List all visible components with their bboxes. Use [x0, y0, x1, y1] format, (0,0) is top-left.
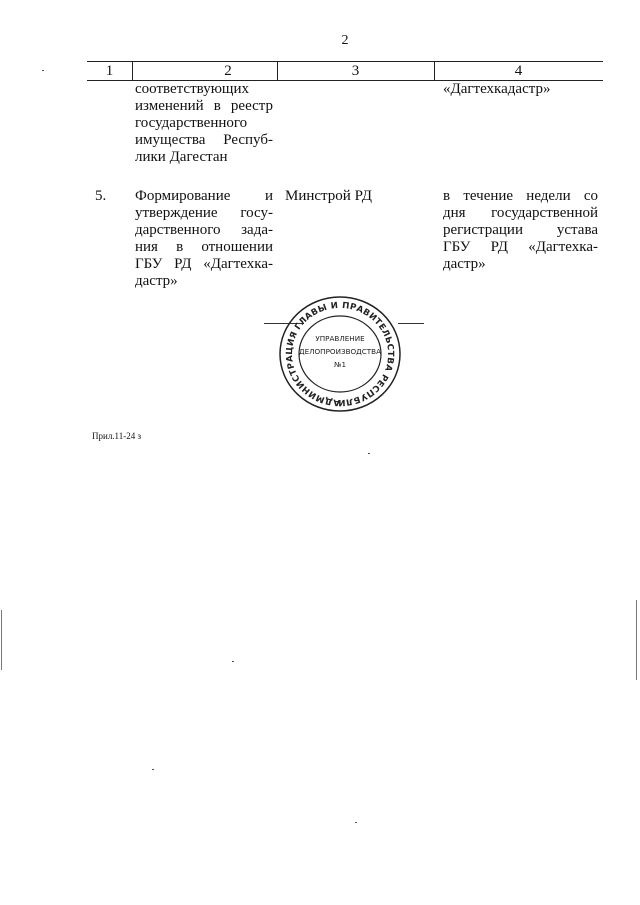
row-5-col3: Минстрой РД	[285, 188, 373, 204]
official-stamp	[276, 294, 404, 412]
text-line: в течение недели со	[443, 188, 598, 204]
footer-note: Прил.11-24 з	[92, 431, 142, 441]
row-5-col4	[443, 188, 598, 273]
stamp-ring-text: АДМИНИСТРАЦИЯ ГЛАВЫ И ПРАВИТЕЛЬСТВА РЕСПУБЛИ	[284, 300, 396, 408]
header-cell-1: 1	[105, 63, 114, 79]
text-line: ГБУ РД «Дагтехка-	[443, 239, 598, 255]
scan-speck	[355, 822, 357, 823]
scan-edge	[1, 610, 2, 670]
text-line: дня государственной	[443, 205, 598, 221]
text-line: дастр»	[135, 273, 178, 289]
scan-speck	[368, 453, 370, 454]
scan-edge	[636, 600, 637, 680]
text-line: изменений в реестр	[135, 98, 273, 114]
header-cell-2: 2	[224, 63, 232, 79]
table-header-row	[87, 61, 603, 81]
text-line: ГБУ РД «Дагтехка-	[135, 256, 273, 272]
text-line: имущества Респуб-	[135, 132, 273, 148]
text-line: ния в отношении	[135, 239, 273, 255]
header-cell-4: 4	[514, 63, 523, 79]
scan-speck	[152, 769, 154, 770]
text-line: регистрации устава	[443, 222, 598, 238]
continuation-col2	[135, 81, 273, 166]
header-cell-3: 3	[351, 63, 360, 79]
stamp-center-line-1: УПРАВЛЕНИЕ	[315, 334, 365, 343]
text-line: Формирование и	[135, 188, 273, 204]
text-line: дастр»	[443, 256, 486, 272]
text-line: государственного	[135, 115, 248, 131]
stamp-center-line-2: ДЕЛОПРОИЗВОДСТВА	[298, 347, 382, 356]
row-5-col2	[135, 188, 273, 290]
page-number: 2	[341, 33, 349, 48]
continuation-col4	[443, 81, 603, 98]
text-line: соответствующих	[135, 81, 249, 97]
scan-speck	[42, 70, 44, 71]
stamp-seal-icon	[276, 294, 404, 412]
row-5-number: 5.	[95, 188, 107, 204]
text-line: лики Дагестан	[135, 149, 228, 165]
scan-speck	[232, 661, 234, 662]
text-line: «Дагтехкадастр»	[443, 81, 551, 97]
text-line: утверждение госу-	[135, 205, 273, 221]
stamp-center-line-3: №1	[333, 360, 347, 369]
text-line: дарственного зада-	[135, 222, 273, 238]
